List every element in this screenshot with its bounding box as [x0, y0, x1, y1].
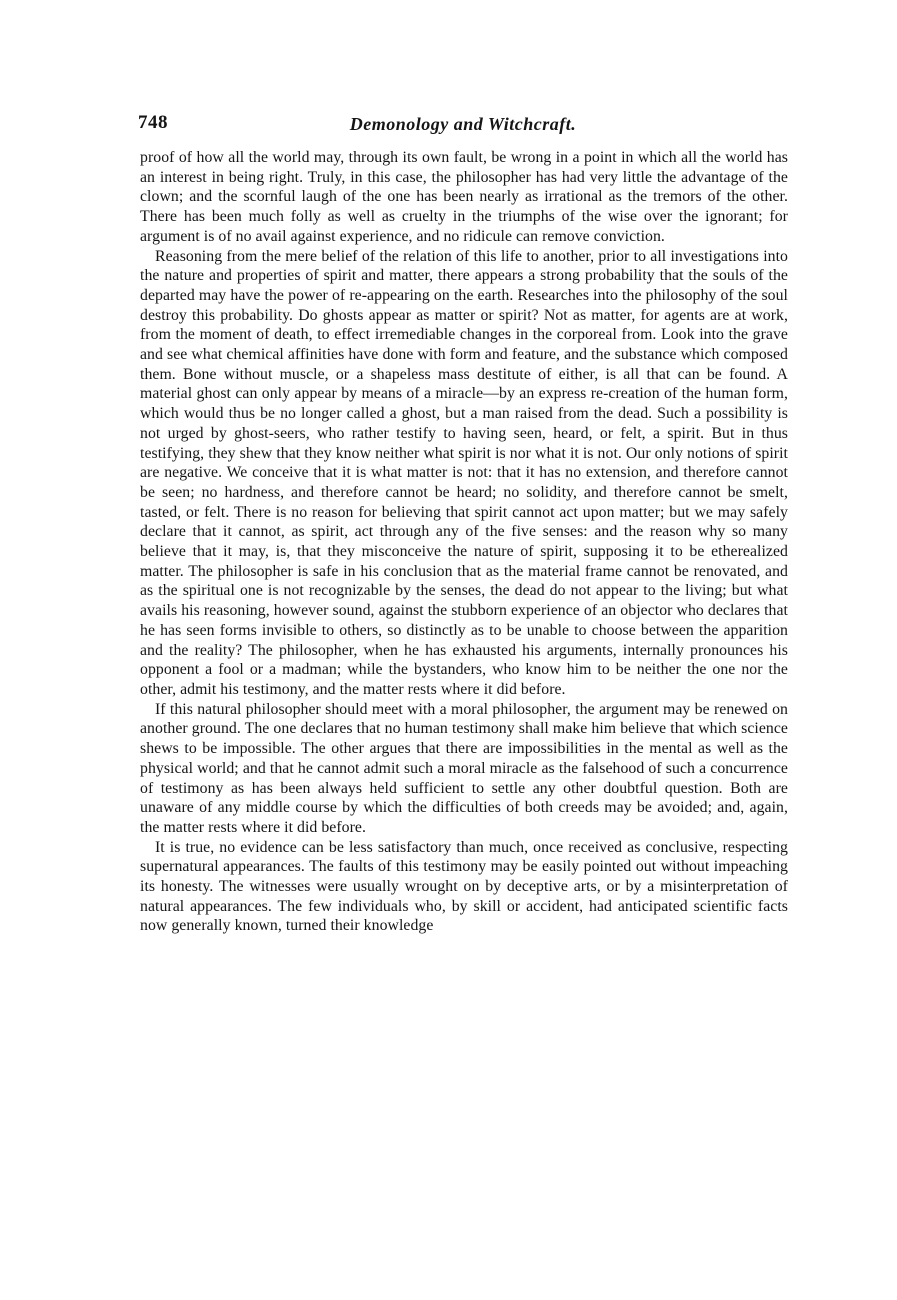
- paragraph-1: proof of how all the world may, through its own fault, be wrong in a point in which all the world has an interest in being right. Truly, in this case, the philosopher has had very little the advantage of the clown; and the scornful laugh of the one has been nearly as irrational as the tremors of the other. There has been much folly as well as cruelty in the triumphs of the wise over the ignorant; for argument is of no avail against experience, and no ridicule can remove conviction.: [140, 149, 788, 245]
- paragraph-2: Reasoning from the mere belief of the relation of this life to another, prior to all investigations into the nature and properties of spirit and matter, there appears a strong probability that the souls of the departed may have the power of re-appearing on the earth. Researches into the philosophy of the soul destroy this probability. Do ghosts appear as matter or spirit? Not as matter, for agents are at work, from the moment of death, to effect irremediable changes in the corporeal from. Look into the grave and see what chemical affinities have done with form and feature, and the substance which composed them. Bone without muscle, or a shapeless mass destitute of either, is all that can be found. A material ghost can only appear by means of a miracle—by an express re-creation of the human form, which would thus be no longer called a ghost, but a man raised from the dead. Such a possibility is not urged by ghost-seers, who rather testify to having seen, heard, or felt, a spirit. But in thus testifying, they shew that they know neither what spirit is nor what it is not. Our only notions of spirit are negative. We conceive that it is what matter is not: that it has no extension, and therefore cannot be seen; no hardness, and therefore cannot be heard; no solidity, and therefore cannot be smelt, tasted, or felt. There is no reason for believing that spirit cannot act upon matter; but we may safely declare that it cannot, as spirit, act through any of the five senses: and the reason why so many believe that it may, is, that they misconceive the nature of spirit, supposing it to be etherealized matter. The philosopher is safe in his conclusion that as the material frame cannot be renovated, and as the spiritual one is not recognizable by the senses, the dead do not appear to the living; but what avails his reasoning, however sound, against the stubborn experience of an objector who declares that he has seen forms invisible to others, so distinctly as to be unable to choose between the apparition and the reality? The philosopher, when he has exhausted his arguments, internally pronounces his opponent a fool or a madman; while the bystanders, who know him to be neither the one nor the other, admit his testimony, and the matter rests where it did before.: [140, 247, 788, 698]
- running-title: Demonology and Witchcraft.: [349, 114, 577, 134]
- page-header: [138, 112, 788, 138]
- paragraph-4: It is true, no evidence can be less satisfactory than much, once received as conclusive, respecting supernatural appearances. The faults of this testimony may be easily pointed out without impeaching its honesty. The witnesses were usually wrought on by deceptive arts, or by a misinterpretation of natural appearances. The few individuals who, by skill or accident, had anticipated scientific facts now generally known, turned their knowledge: [140, 838, 788, 935]
- body-text: [140, 148, 788, 936]
- paragraph-3: If this natural philosopher should meet with a moral philosopher, the argument may be renewed on another ground. The one declares that no human testimony shall make him believe that which science shews to be impossible. The other argues that there are impossibilities in the mental as well as the physical world; and that he cannot admit such a moral miracle as the falsehood of such a concurrence of testimony as has been always held sufficient to settle any other doubtful question. Both are unaware of any middle course by which the difficulties of both creeds may be avoided; and, again, the matter rests where it did before.: [140, 700, 788, 836]
- page-number: 748: [138, 112, 168, 133]
